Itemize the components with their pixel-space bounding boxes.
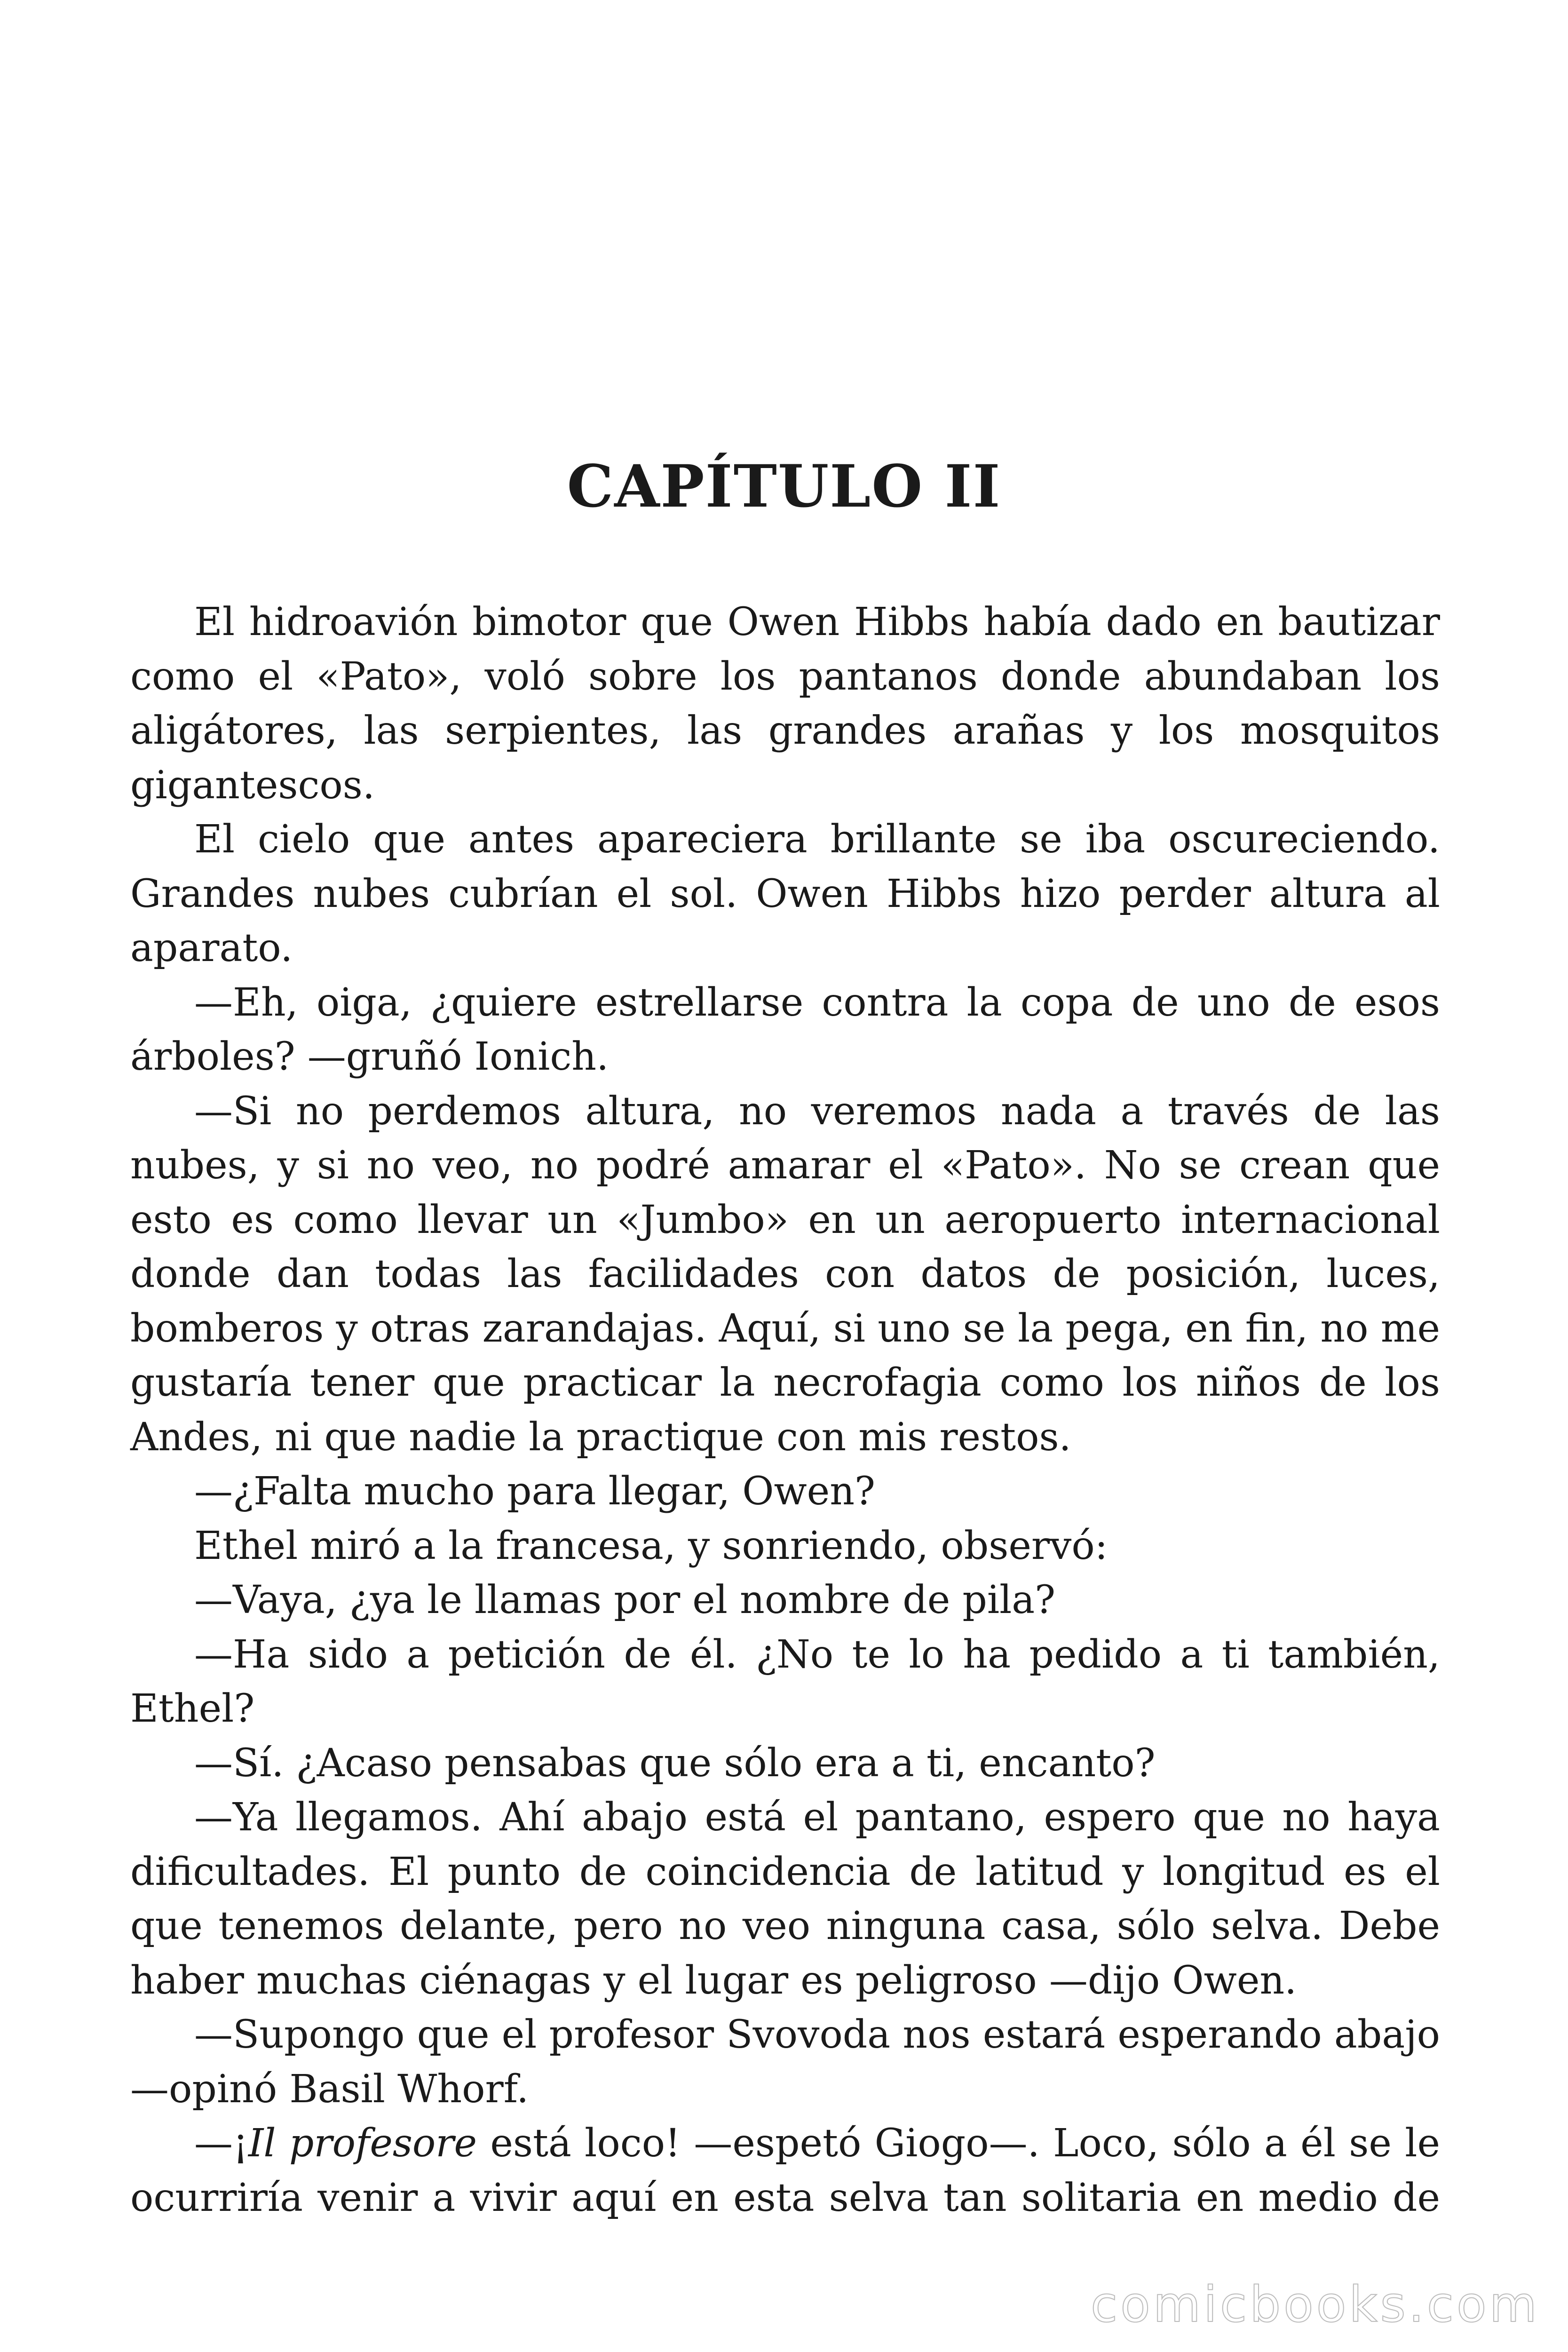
paragraph-suffix: está loco! —espetó Giogo—. Loco, sólo a él se le ocurriría venir a vivir aquí en esta selva tan solitaria en medio de <box>130 2121 1440 2220</box>
paragraph: —Ya llegamos. Ahí abajo está el pantano, espero que no haya dificultades. El punto de coincidencia de latitud y longitud es el que tenemos delante, pero no veo ninguna casa, sólo selva. Debe haber muchas ciénagas y el lugar es peligroso —dijo Owen. <box>130 1795 1440 2003</box>
chapter-body <box>130 595 1440 2225</box>
paragraph-prefix: —¡ <box>194 2121 248 2166</box>
chapter-title: CAPÍTULO II <box>567 453 1001 521</box>
paragraph: —Si no perdemos altura, no veremos nada a través de las nubes, y si no veo, no podré amarar el «Pato». No se crean que esto es como llevar un «Jumbo» en un aeropuerto internacional donde dan todas las facilidades con datos de posición, luces, bomberos y otras zarandajas. Aquí, si uno se la pega, en fin, no me gustaría tener que practicar la necrofagia como los niños de los Andes, ni que nadie la practique con mis restos. <box>130 1089 1440 1460</box>
paragraph: —Eh, oiga, ¿quiere estrellarse contra la copa de uno de esos árboles? —gruñó Ionich. <box>130 980 1440 1079</box>
paragraph: El cielo que antes apareciera brillante se iba oscureciendo. Grandes nubes cubrían el sol. Owen Hibbs hizo perder altura al aparato. <box>130 817 1440 970</box>
paragraph: Ethel miró a la francesa, y sonriendo, observó: <box>194 1523 1108 1568</box>
watermark: comicbooks.com <box>1090 2276 1540 2333</box>
paragraph: El hidroavión bimotor que Owen Hibbs había dado en bautizar como el «Pato», voló sobre los pantanos donde abundaban los aligátores, las serpientes, las grandes arañas y los mosquitos gigantescos. <box>130 600 1440 808</box>
paragraph: —Sí. ¿Acaso pensabas que sólo era a ti, encanto? <box>194 1740 1156 1786</box>
paragraph: —Vaya, ¿ya le llamas por el nombre de pila? <box>194 1578 1056 1622</box>
paragraph: —Supongo que el profesor Svovoda nos estará esperando abajo —opinó Basil Whorf. <box>130 2012 1440 2112</box>
paragraph-continued <box>130 2116 1440 2225</box>
paragraph: —¿Falta mucho para llegar, Owen? <box>194 1469 875 1514</box>
italic-phrase: Il profesore <box>248 2121 477 2166</box>
paragraph: —Ha sido a petición de él. ¿No te lo ha pedido a ti también, Ethel? <box>130 1632 1440 1731</box>
